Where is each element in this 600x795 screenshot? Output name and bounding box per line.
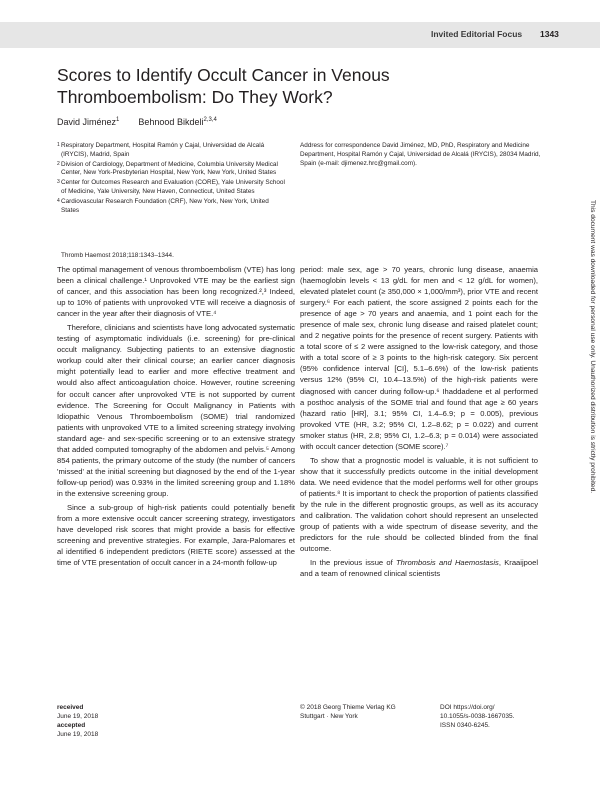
- received-date: June 19, 2018: [57, 713, 99, 720]
- publisher-location: Stuttgart · New York: [300, 713, 358, 720]
- author-name: David Jiménez: [57, 117, 117, 127]
- copyright: © 2018 Georg Thieme Verlag KG: [300, 704, 396, 711]
- body-column-right: [300, 264, 538, 582]
- footer-publisher: [300, 703, 396, 721]
- correspondence: [300, 142, 545, 168]
- paragraph: Since a sub-group of high-risk patients could potentially benefit from a more extensive occult cancer screening strategy, investigators have developed risk scores that might provide a basis for effective screening and preventive strategies. For example, Jara-Palomares et al identified 6 independent predictors (RIETE score) assessed at the time of VTE presentation of occult cancer in a 24-month follow-up: [57, 502, 295, 568]
- affiliation: 1 Respiratory Department, Hospital Ramón y Cajal, Universidad de Alcalá (IRYCIS), Madrid, Spain: [57, 142, 265, 158]
- author-affil-ref: 2,3,4: [203, 117, 217, 123]
- affiliation: 3 Center for Outcomes Research and Evaluation (CORE), Yale University School of Medicine, Yale University, New Haven, Connecticut, United States: [57, 179, 285, 195]
- accepted-label: accepted: [57, 722, 86, 729]
- doi-suffix: 10.1055/s-0038-1667035.: [440, 713, 515, 720]
- section-label: Invited Editorial Focus: [431, 29, 523, 39]
- correspondence-text: David Jiménez, MD, PhD, Respiratory and Medicine Department, Hospital Ramón y Cajal, Universidad de Alcalá (IRYCIS), 28034 Madrid, Spain (e-mail: djimenez.hrc@gmail.com).: [300, 142, 541, 167]
- download-notice: [588, 200, 597, 620]
- author-name: Behnood Bikdeli: [138, 117, 204, 127]
- article-title: Scores to Identify Occult Cancer in Venous Thromboembolism: Do They Work?: [57, 65, 390, 107]
- page-number: 1343: [540, 29, 559, 39]
- paragraph: period: male sex, age > 70 years, chronic lung disease, anaemia (haemoglobin levels < 13 g/dL for men and < 12 g/dL for women), elevated platelet count (≥ 350,000 × 1,000/mm³), prior VTE and recent surgery.⁶ For each patient, the score assigned 2 points each for the presence of age > 70 years and anaemia, and 1 point each for the presence of male sex, chronic lung disease and raised platelet count; and 2 negative points for the presence of recent surgery. Patients with a total score of ≤ 2 were assigned to the low-risk category, and those with a total score of ≥ 3 points to the high-risk category. Six percent (95% confidence interval [CI], 5.1–6.6%) of the low-risk patients versus 12% (95% CI, 10.4–13.5%) of the high-risk patients were diagnosed with cancer during follow-up.⁶ Ihaddadene et al performed a posthoc analysis of the SOME trial and found that age ≥ 60 years (hazard ratio [HR], 3.1; 95% CI, 1.4–6.9; p = 0.005), previous provoked VTE (HR, 3.2; 95% CI, 1.2–8.62; p = 0.022) and current smoker status (HR, 2.8; 95% CI, 1.2–6.3; p = 0.014) were associated with occult cancer detection (SOME score).⁷: [300, 265, 538, 451]
- affiliation: 2 Division of Cardiology, Department of Medicine, Columbia University Medical Center, New York-Presbyterian Hospital, New York, New York, United States: [57, 160, 278, 177]
- paragraph: In the previous issue of Thrombosis and Haemostasis, Kraaijpoel and a team of renowned clinical scientists: [300, 558, 539, 579]
- paragraph: Therefore, clinicians and scientists have long advocated systematic testing of asymptomatic individuals (i.e. screening) for pre-clinical occult malignancy. Subjecting patients to an extensive diagnostic workup could alter their clinical course; an earlier cancer diagnosis might potentially lead to earlier and more effective treatment and would also affect anticoagulation choice. However, routine screening for occult cancer after unprovoked VTE is not supported by current evidence. The Screening for Occult Malignancy in Patients with Idiopathic Venous Thromboembolism (SOME) trial randomized patients with unprovoked VTE to a limited screening strategy involving standard age- and sex-specific screening or to an extensive strategy that added computed tomography of the abdomen and pelvis.⁵ Among 854 patients, the primary outcome of the study (the number of cancers 'missed' at the initial screening but diagnosed by the end of the 1-year follow-up period) was 0.93% in the limited screening group and 1.18% in the extensive screening group.: [57, 323, 295, 498]
- affiliation: 4 Cardiovascular Research Foundation (CRF), New York, New York, United States: [57, 197, 269, 214]
- author-affil-ref: 1: [116, 117, 120, 123]
- download-notice-text: This document was downloaded for personal use only. Unauthorized distribution is strictly prohibited.: [589, 200, 596, 494]
- accepted-date: June 19, 2018: [57, 731, 99, 738]
- citation: Thromb Haemost 2018;118:1343–1344.: [61, 252, 174, 259]
- correspondence-label: Address for correspondence: [300, 142, 381, 149]
- paragraph: The optimal management of venous thromboembolism (VTE) has long been a clinical challenge.¹ Unprovoked VTE may be the earliest sign of cancer, and this association has been long recognized.²,³ Indeed, up to 10% of patients with unprovoked VTE will receive a diagnosis of cancer in the year after their diagnosis of VTE.⁴: [57, 265, 295, 319]
- issn: ISSN 0340-6245.: [440, 722, 490, 729]
- paragraph: To show that a prognostic model is valuable, it is not sufficient to show that it successfully predicts outcome in the initial development data. We need evidence that the model performs well for other groups of patients.⁸ It is important to check the proportion of patients classified by the rule in the different prognostic groups, as well as its accuracy and calibration. The validation cohort should represent an unselected group of patients with a wide spectrum of disease severity, and the predictors for the rule should be collected blinded from the final outcome.: [300, 455, 538, 554]
- author-list: [57, 117, 217, 127]
- doi-link[interactable]: DOI https://doi.org/: [440, 704, 495, 711]
- body-column-left: [57, 264, 295, 571]
- affiliations: [57, 142, 287, 216]
- footer-dates: [57, 703, 98, 739]
- received-label: received: [57, 704, 84, 711]
- footer-doi: [440, 703, 514, 730]
